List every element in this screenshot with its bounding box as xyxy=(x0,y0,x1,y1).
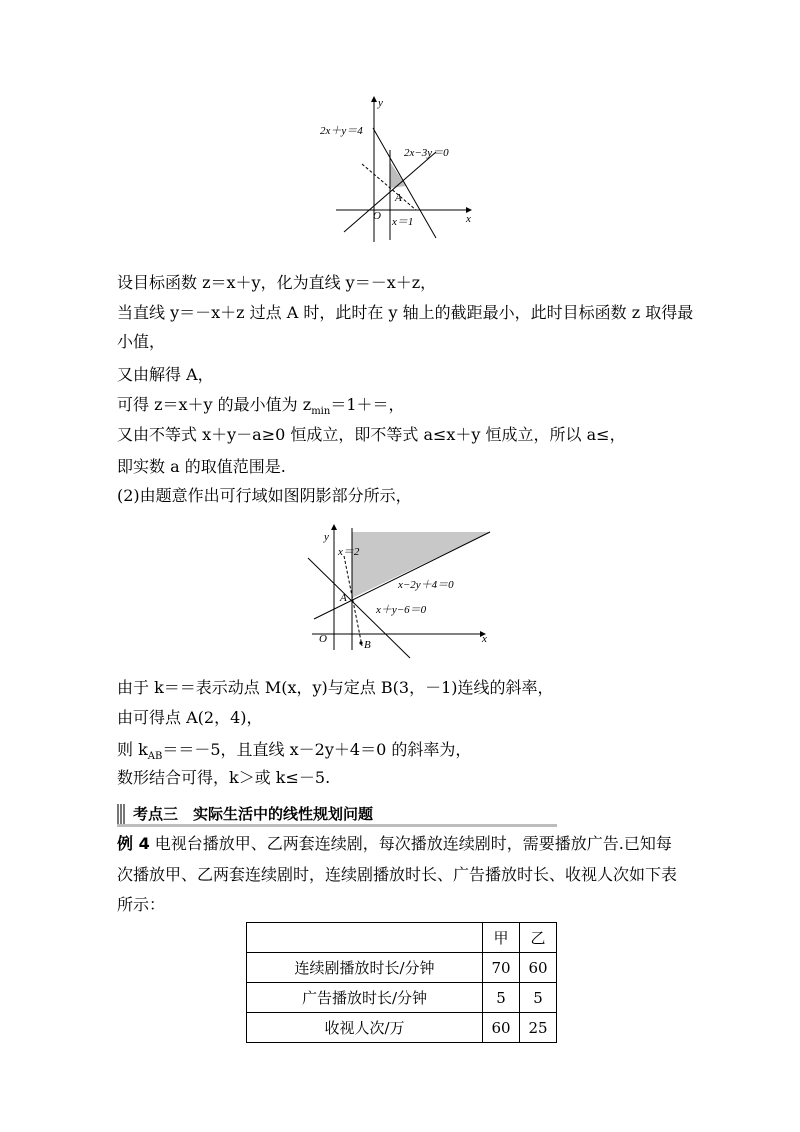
table-cell: 60 xyxy=(483,1013,520,1043)
table-cell: 25 xyxy=(520,1013,557,1043)
text-segment: 则 k xyxy=(117,740,148,759)
table-cell: 广告播放时长/分钟 xyxy=(247,983,483,1013)
subscript: min xyxy=(311,406,331,418)
text-line: 由可得点 A(2，4)， xyxy=(117,708,263,727)
text-segment: ＝＝－5，且直线 x－2y＋4＝0 的斜率为， xyxy=(162,740,472,759)
text-line: 小值， xyxy=(117,332,166,351)
text-line xyxy=(117,739,471,768)
label-2x-minus-3y-0: 2x−3y＝0 xyxy=(404,147,449,159)
feasible-region-figure-2 xyxy=(300,518,500,664)
origin-label: O xyxy=(373,210,381,222)
table-row xyxy=(247,953,557,983)
table-row xyxy=(247,983,557,1013)
text-line: 即实数 a 的取值范围是. xyxy=(117,457,286,476)
text-line: 由于 k＝＝表示动点 M(x，y)与定点 B(3，－1)连线的斜率， xyxy=(117,678,554,697)
data-table xyxy=(246,922,557,1043)
x-axis-label: x xyxy=(482,633,487,645)
y-axis-label: y xyxy=(324,531,329,543)
section-title: 考点三 实际生活中的线性规划问题 xyxy=(133,805,374,823)
point-a-label: A xyxy=(395,192,402,204)
table-header-cell: 乙 xyxy=(520,923,557,953)
point-a-label: A xyxy=(340,592,347,604)
table-cell: 5 xyxy=(520,983,557,1013)
example-label: 例 4 xyxy=(117,834,150,853)
text-segment: 可得 z＝x＋y 的最小值为 z xyxy=(117,395,312,414)
y-axis-arrow xyxy=(371,96,377,102)
text-line xyxy=(117,394,405,423)
text-segment: 电视台播放甲、乙两套连续剧，每次播放连续剧时，需要播放广告.已知每 xyxy=(149,834,672,853)
text-line: 又由解得 A， xyxy=(117,365,214,384)
table-cell: 连续剧播放时长/分钟 xyxy=(247,953,483,983)
label-x-minus-2y-plus-4: x−2y＋4＝0 xyxy=(398,579,454,591)
table-header-cell xyxy=(247,923,483,953)
example-line xyxy=(117,833,672,855)
origin-label: O xyxy=(319,633,327,645)
label-x-1: x＝1 xyxy=(392,216,414,228)
text-segment: ＝1＋＝， xyxy=(330,395,405,414)
section-marker-icon xyxy=(117,804,125,824)
table-header-row xyxy=(247,923,557,953)
text-line: 所示： xyxy=(117,895,166,914)
label-x-plus-y-minus-6: x＋y−6＝0 xyxy=(376,604,427,616)
text-line: 当直线 y＝－x＋z 过点 A 时，此时在 y 轴上的截距最小，此时目标函数 z 取得最 xyxy=(117,303,694,322)
feasible-region-figure-1 xyxy=(316,90,486,250)
text-line: 数形结合可得，k＞或 k≤－5. xyxy=(117,768,331,787)
x-axis-label: x xyxy=(466,213,471,225)
label-2x-plus-y-4: 2x＋y＝4 xyxy=(320,125,363,137)
section-heading xyxy=(117,801,557,827)
point-b-label: B xyxy=(364,639,371,651)
text-line: 设目标函数 z＝x＋y，化为直线 y＝－x＋z， xyxy=(117,273,437,292)
table-cell: 收视人次/万 xyxy=(247,1013,483,1043)
subscript: AB xyxy=(147,751,163,763)
table-row xyxy=(247,1013,557,1043)
table-header-cell: 甲 xyxy=(483,923,520,953)
shaded-region xyxy=(390,162,406,188)
text-line: 次播放甲、乙两套连续剧时，连续剧播放时长、广告播放时长、收视人次如下表 xyxy=(117,865,678,884)
objective-dashed-line xyxy=(362,164,416,210)
y-axis-label: y xyxy=(378,97,383,109)
table-cell: 70 xyxy=(483,953,520,983)
text-line: (2)由题意作出可行域如图阴影部分所示， xyxy=(117,486,412,505)
text-line: 又由不等式 x＋y－a≥0 恒成立，即不等式 a≤x＋y 恒成立，所以 a≤， xyxy=(117,425,626,444)
section-underline xyxy=(117,824,557,827)
label-x-2: x＝2 xyxy=(338,546,360,558)
point-b-dot xyxy=(359,641,362,644)
table-cell: 60 xyxy=(520,953,557,983)
table-cell: 5 xyxy=(483,983,520,1013)
y-axis-arrow xyxy=(331,524,337,530)
